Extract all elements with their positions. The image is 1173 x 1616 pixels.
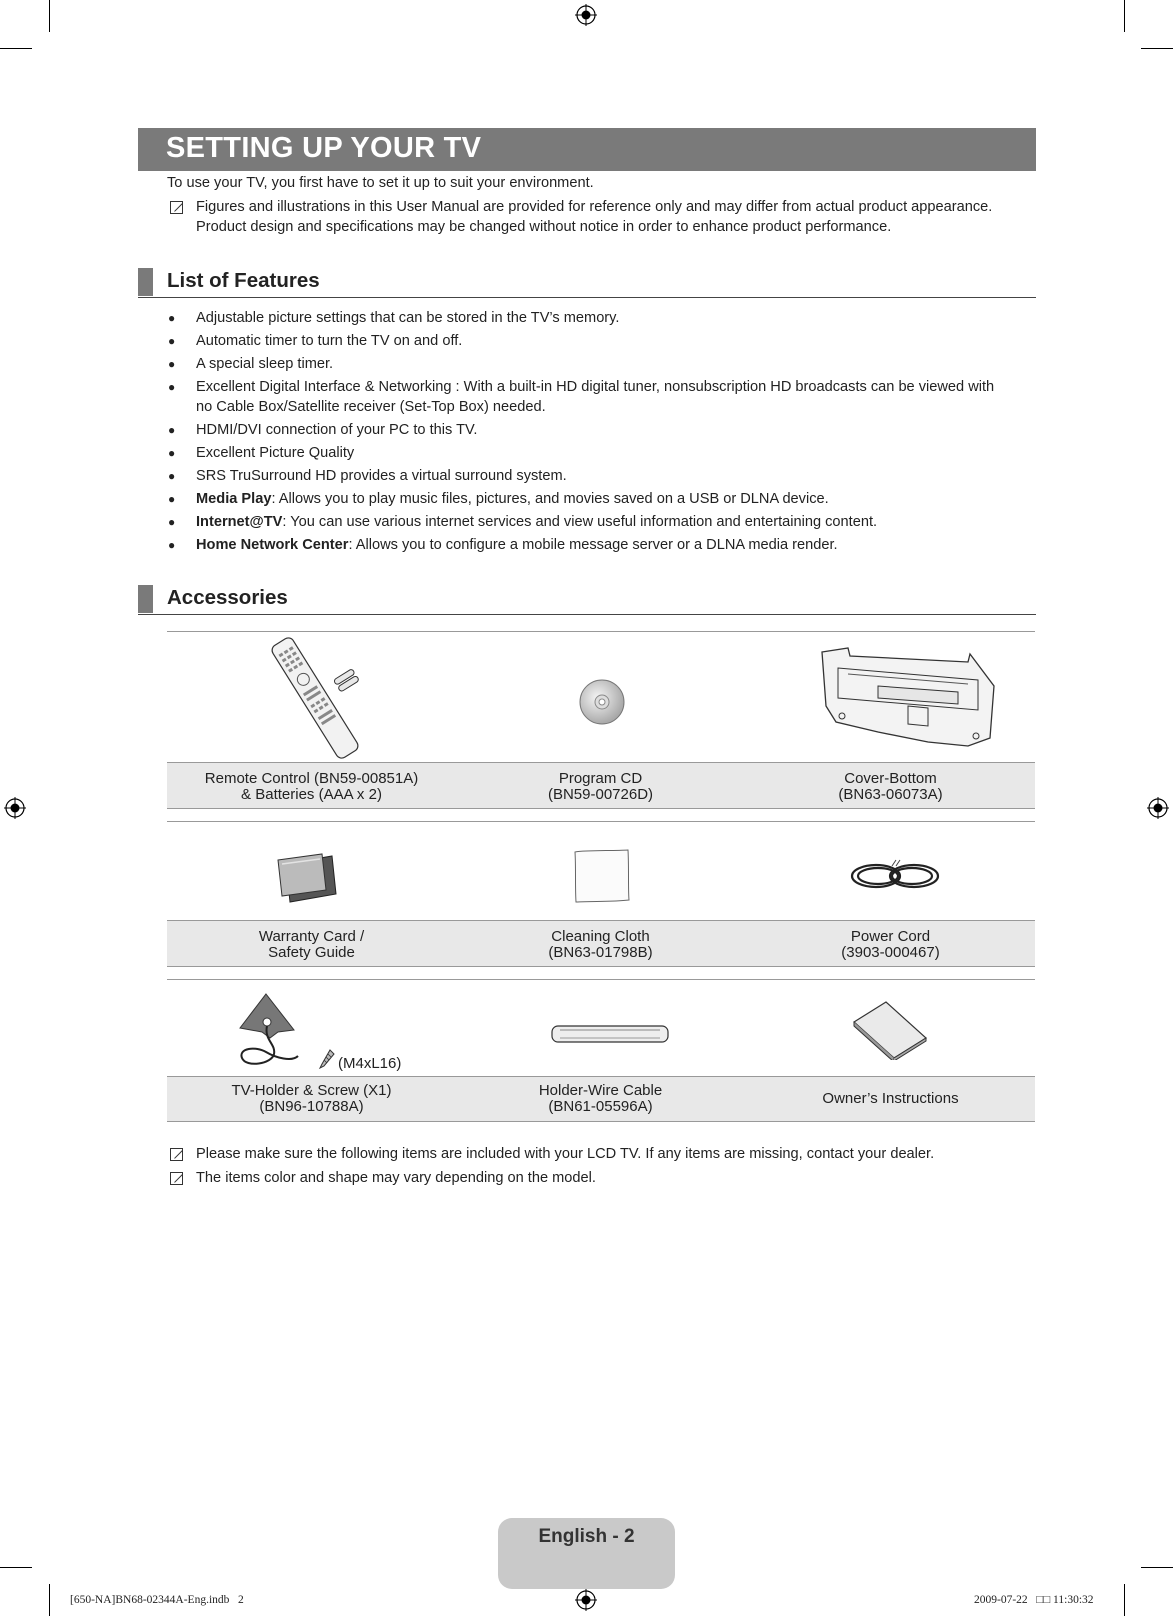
print-file-info: [650-NA]BN68-02344A-Eng.indb 2: [70, 1594, 244, 1606]
feature-item: Excellent Picture Quality: [196, 445, 355, 461]
divider: [167, 631, 1035, 632]
section-marker: [138, 585, 153, 613]
remote-control-icon: [265, 636, 365, 760]
accessory-label: Power Cord (3903-000467): [841, 928, 940, 961]
accessories-heading: Accessories: [167, 586, 288, 609]
feature-item: HDMI/DVI connection of your PC to this TV.: [196, 422, 478, 438]
note-text: Please make sure the following items are included with your LCD TV. If any items are missing, contact your dealer.: [196, 1146, 935, 1162]
cover-bottom-icon: [818, 646, 998, 752]
divider: [167, 979, 1035, 980]
crop-mark: [1141, 1567, 1173, 1568]
accessory-label: Cover-Bottom (BN63-06073A): [838, 770, 943, 803]
feature-item: Home Network Center: Allows you to configure a mobile message server or a DLNA media render.: [196, 537, 838, 553]
registration-mark-icon: [4, 797, 26, 819]
feature-item: Excellent Digital Interface & Networking : With a built-in HD digital tuner, nonsubscription HD broadcasts can be viewed with no Cable Box/Satellite receiver (Set-Top Box) needed.: [196, 379, 995, 415]
page-number-tab: [498, 1518, 675, 1589]
accessory-label: Holder-Wire Cable (BN61-05596A): [538, 1082, 663, 1115]
note-icon: [170, 1172, 183, 1185]
divider: [167, 821, 1035, 822]
crop-mark: [49, 0, 50, 32]
registration-mark-icon: [575, 1589, 597, 1611]
title-bar: [138, 128, 1036, 171]
accessory-label: Owner’s Instructions: [822, 1090, 959, 1107]
crop-mark: [1124, 0, 1125, 32]
bullet-icon: ●: [168, 334, 176, 348]
accessory-label: Program CD (BN59-00726D): [547, 770, 654, 803]
crop-mark: [1141, 48, 1173, 49]
page-number: English - 2: [538, 1526, 635, 1547]
print-date-info: 2009-07-22 □□ 11:30:32: [974, 1594, 1094, 1606]
crop-mark: [1124, 1584, 1125, 1616]
registration-mark-icon: [1147, 797, 1169, 819]
tv-holder-icon: [236, 992, 306, 1072]
bullet-icon: ●: [168, 515, 176, 529]
accessories-section-header: [138, 584, 1036, 615]
features-heading: List of Features: [167, 269, 320, 292]
section-marker: [138, 268, 153, 296]
bullet-icon: ●: [168, 446, 176, 460]
program-cd-icon: [578, 678, 626, 726]
features-section-header: [138, 267, 1036, 298]
intro-note-line1: Figures and illustrations in this User Manual are provided for reference only and may differ from actual product appearance.: [196, 199, 993, 215]
holder-wire-cable-icon: [550, 1022, 670, 1046]
screw-icon: [318, 1048, 336, 1070]
warranty-card-icon: [276, 850, 340, 904]
power-cord-icon: [848, 856, 948, 896]
registration-mark-icon: [575, 4, 597, 26]
accessory-label: Warranty Card / Safety Guide: [258, 928, 365, 961]
intro-note-line2: Product design and specifications may be changed without notice in order to enhance product performance.: [196, 219, 892, 235]
feature-item: Adjustable picture settings that can be stored in the TV’s memory.: [196, 310, 620, 326]
feature-item: A special sleep timer.: [196, 356, 334, 372]
crop-mark: [0, 48, 32, 49]
feature-item: SRS TruSurround HD provides a virtual surround system.: [196, 468, 567, 484]
bullet-icon: ●: [168, 380, 176, 394]
bullet-icon: ●: [168, 492, 176, 506]
note-icon: [170, 201, 183, 214]
cleaning-cloth-icon: [572, 848, 632, 904]
intro-text: To use your TV, you first have to set it up to suit your environment.: [167, 175, 594, 191]
feature-item: Media Play: Allows you to play music files, pictures, and movies saved on a USB or DLNA device.: [196, 491, 829, 507]
accessory-label: Remote Control (BN59-00851A) & Batteries (AAA x 2): [204, 770, 419, 803]
bullet-icon: ●: [168, 538, 176, 552]
crop-mark: [49, 1584, 50, 1616]
crop-mark: [0, 1567, 32, 1568]
accessory-label: Cleaning Cloth (BN63-01798B): [548, 928, 653, 961]
feature-item: Internet@TV: You can use various internet services and view useful information and entertaining content.: [196, 514, 878, 530]
page-title: SETTING UP YOUR TV: [166, 132, 482, 164]
owners-instructions-icon: [850, 1000, 930, 1060]
bullet-icon: ●: [168, 311, 176, 325]
note-text: The items color and shape may vary depending on the model.: [196, 1170, 596, 1186]
feature-item: Automatic timer to turn the TV on and off.: [196, 333, 463, 349]
screw-label: (M4xL16): [338, 1055, 402, 1072]
bullet-icon: ●: [168, 469, 176, 483]
accessory-label: TV-Holder & Screw (X1) (BN96-10788A): [231, 1082, 392, 1115]
bullet-icon: ●: [168, 423, 176, 437]
bullet-icon: ●: [168, 357, 176, 371]
note-icon: [170, 1148, 183, 1161]
